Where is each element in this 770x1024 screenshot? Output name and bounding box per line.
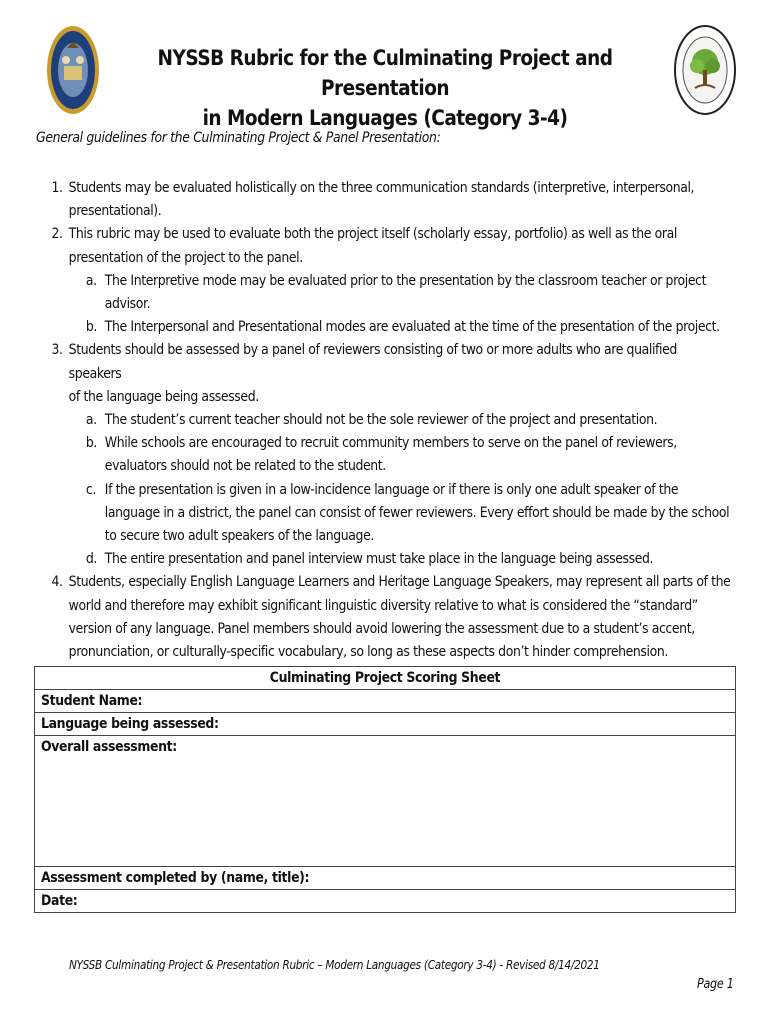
list-subitem-line: The entire presentation and panel interview must take place in the language being assessed. — [104, 551, 654, 568]
title-line-1: NYSSB Rubric for the Culminating Project and Presentation — [157, 46, 613, 101]
list-item-line: Students, especially English Language Learners and Heritage Language Speakers, may represent all parts of the — [68, 574, 731, 591]
list-item-line: Students may be evaluated holistically on the three communication standards (interpretive, interpersonal, — [68, 180, 695, 196]
completed-by-field[interactable] — [35, 867, 735, 890]
new-york-state-seal-icon — [46, 24, 100, 116]
seal-of-biliteracy-tree-icon — [673, 24, 737, 116]
list-item-line: This rubric may be used to evaluate both the project itself (scholarly essay, portfolio) as well as the oral — [68, 226, 677, 243]
list-subitem-letter: b. — [85, 319, 97, 336]
date-field[interactable] — [35, 890, 735, 912]
guidelines-list — [36, 177, 733, 664]
list-subitem-letter: a. — [85, 272, 97, 289]
list-item-number: 1. — [51, 180, 63, 196]
language-label: Language being assessed: — [41, 716, 219, 732]
list-item — [36, 223, 733, 269]
list-item-number: 3. — [51, 342, 63, 359]
list-item-line: of the language being assessed. — [68, 388, 259, 405]
list-item — [36, 571, 733, 664]
list-item-line: presentational). — [68, 203, 162, 220]
list-subitem-line: evaluators should not be related to the student. — [104, 458, 386, 475]
list-item-number: 2. — [51, 226, 63, 243]
list-subitem — [36, 270, 733, 316]
overall-assessment-label: Overall assessment: — [41, 739, 177, 755]
list-subitem-line: The Interpretive mode may be evaluated prior to the presentation by the classroom teacher or project — [104, 272, 707, 289]
list-item-line: world and therefore may exhibit significant linguistic diversity relative to what is considered the “standard” — [68, 597, 698, 614]
student-name-label: Student Name: — [41, 693, 143, 709]
guidelines-heading: General guidelines for the Culminating Project & Panel Presentation: — [36, 130, 441, 146]
student-name-field[interactable] — [35, 690, 735, 713]
list-item-line: pronunciation, or culturally-specific vocabulary, so long as these aspects don’t hinder comprehension. — [68, 644, 668, 661]
list-subitem-letter: c. — [85, 481, 96, 498]
list-subitem — [36, 479, 733, 549]
list-subitem-letter: d. — [85, 551, 97, 568]
page-title — [149, 44, 622, 134]
scoring-sheet-header — [35, 667, 735, 690]
list-item-line: presentation of the project to the panel. — [68, 249, 303, 266]
date-label: Date: — [41, 893, 78, 909]
list-subitem-letter: b. — [85, 435, 97, 452]
list-item — [36, 177, 733, 223]
list-subitem-line: While schools are encouraged to recruit community members to serve on the panel of reviewers, — [104, 435, 677, 452]
list-item-line: version of any language. Panel members should avoid lowering the assessment due to a student’s accent, — [68, 620, 695, 637]
language-field[interactable] — [35, 713, 735, 736]
scoring-sheet-title: Culminating Project Scoring Sheet — [269, 670, 501, 686]
footer-text: NYSSB Culminating Project & Presentation Rubric – Modern Languages (Category 3-4) - Revised 8/14/2021 — [69, 957, 600, 972]
overall-assessment-field[interactable] — [35, 736, 735, 867]
list-item-number: 4. — [51, 574, 63, 591]
scoring-sheet-table — [34, 666, 736, 913]
completed-by-label: Assessment completed by (name, title): — [41, 870, 310, 886]
list-subitem — [36, 316, 733, 339]
list-subitem — [36, 432, 733, 478]
list-subitem-line: The Interpersonal and Presentational modes are evaluated at the time of the presentation of the project. — [104, 319, 720, 336]
list-subitem-line: If the presentation is given in a low-incidence language or if there is only one adult speaker of the — [104, 481, 679, 498]
title-line-2: in Modern Languages (Category 3-4) — [202, 106, 568, 131]
list-item-line: Students should be assessed by a panel of reviewers consisting of two or more adults who are qualified speakers — [68, 342, 677, 382]
list-subitem — [36, 409, 733, 432]
page-number: Page 1 — [697, 977, 734, 992]
list-subitem-line: advisor. — [104, 296, 151, 313]
list-subitem-line: language in a district, the panel can consist of fewer reviewers. Every effort should be made by the school — [104, 504, 730, 521]
list-subitem-line: The student’s current teacher should not be the sole reviewer of the project and presentation. — [104, 412, 658, 429]
list-subitem-line: to secure two adult speakers of the language. — [104, 528, 374, 545]
list-item — [36, 339, 733, 409]
list-subitem-letter: a. — [85, 412, 97, 429]
list-subitem — [36, 548, 733, 571]
